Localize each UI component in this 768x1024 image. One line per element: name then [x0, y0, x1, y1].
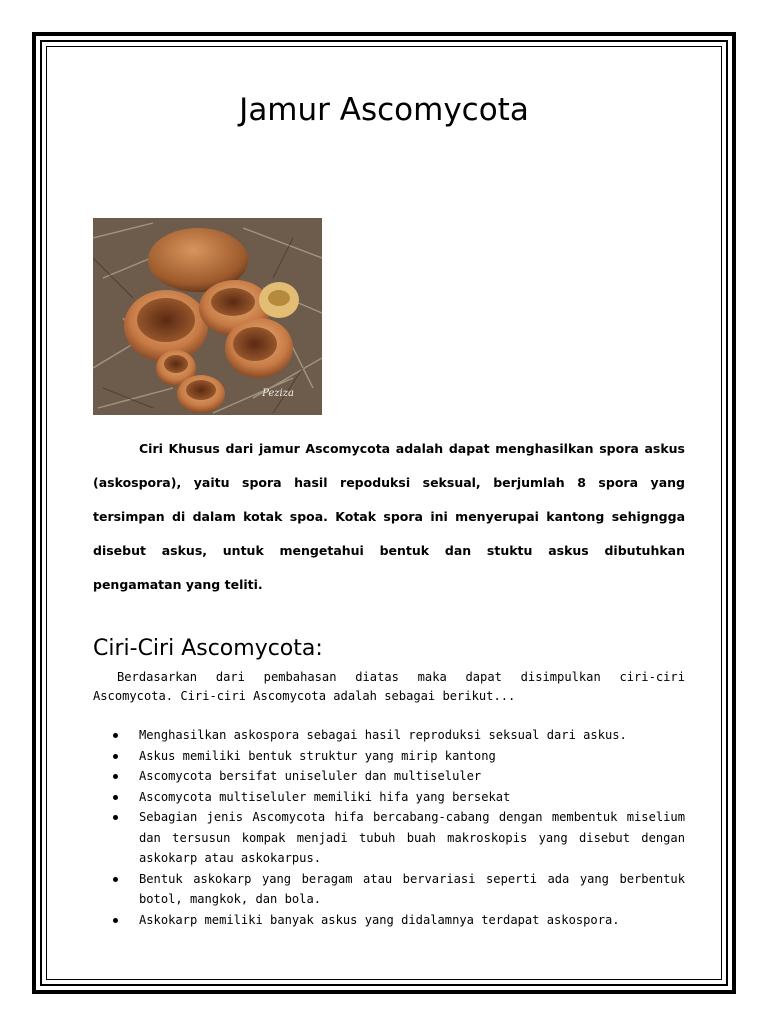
- list-item-text: Ascomycota bersifat uniseluler dan multiseluler: [139, 769, 482, 783]
- list-item-text: Askokarp memiliki banyak askus yang didalamnya terdapat askospora.: [139, 912, 620, 927]
- bullet-icon: [113, 918, 118, 923]
- list-item: [93, 869, 685, 910]
- photo-caption: Peziza: [262, 388, 294, 399]
- summary-paragraph: Berdasarkan dari pembahasan diatas maka dapat disimpulkan ciri-ciri Ascomycota. Ciri-ciri Ascomycota adalah sebagai berikut...: [93, 670, 685, 703]
- page-title: Jamur Ascomycota: [239, 92, 529, 128]
- list-item: [93, 807, 685, 869]
- bullet-icon: [113, 795, 118, 800]
- traits-list: [93, 725, 685, 930]
- list-item: [93, 766, 685, 787]
- list-item-text: Askus memiliki bentuk struktur yang mirip kantong: [139, 748, 496, 763]
- peziza-photo: [93, 218, 322, 415]
- bullet-icon: [113, 877, 118, 882]
- list-item-text: Menghasilkan askospora sebagai hasil reproduksi seksual dari askus.: [139, 728, 627, 742]
- intro-paragraph: Ciri Khusus dari jamur Ascomycota adalah dapat menghasilkan spora askus (askospora), yaitu spora hasil repoduksi seksual, berjumlah 8 spora yang tersimpan di dalam kotak spoa. Kotak spora ini menyerupai kantong sehigngga disebut askus, untuk mengetahui bentuk dan stuktu askus dibutuhkan pengamatan yang teliti.: [93, 441, 685, 592]
- bullet-icon: [113, 774, 118, 779]
- list-item-text: Ascomycota multiseluler memiliki hifa yang bersekat: [139, 789, 511, 804]
- list-item: [93, 910, 685, 931]
- mushroom-illustration: [93, 218, 322, 415]
- list-item: [93, 725, 685, 746]
- bullet-icon: [113, 815, 118, 820]
- list-item: [93, 787, 685, 808]
- section-title: Ciri-Ciri Ascomycota:: [93, 636, 323, 661]
- list-item: [93, 746, 685, 767]
- bullet-icon: [113, 733, 118, 738]
- bullet-icon: [113, 754, 118, 759]
- list-item-text: Bentuk askokarp yang beragam atau bervariasi seperti ada yang berbentuk botol, mangkok, dan bola.: [139, 871, 685, 906]
- list-item-text: Sebagian jenis Ascomycota hifa bercabang-cabang dengan membentuk miselium dan tersusun kompak menjadi tubuh buah makroskopis yang disebut dengan askokarp atau askokarpus.: [139, 810, 685, 865]
